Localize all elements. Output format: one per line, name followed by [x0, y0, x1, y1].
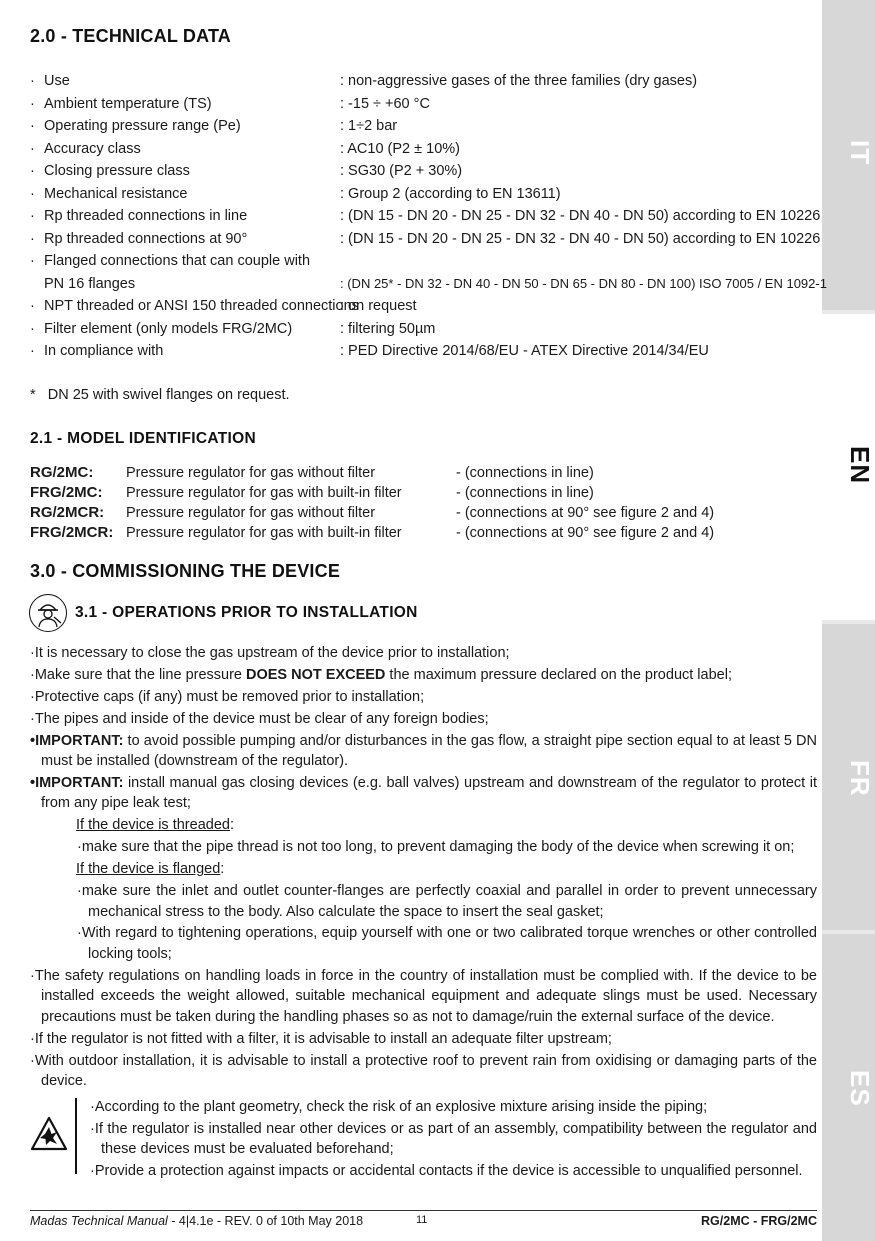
flanged-item: ·make sure the inlet and outlet counter-flanges are perfectly coaxial and parallel in order to prevent unnecessary mechanical stress to the body. Also calculate the space to insert the seal gasket;: [77, 883, 817, 920]
section-title-technical-data: 2.0 - TECHNICAL DATA: [30, 26, 232, 46]
instruction-item: ·The safety regulations on handling loads in force in the country of installation must be complied with. If the device to be installed exceeds the weight allowed, suitable mechanical equipment and adequate slings must be used. Necessary precautions must be taken during the handling phases so as not to damage/ruin the external surface of the device.: [30, 967, 817, 1025]
page-number: 11: [416, 1214, 428, 1226]
important-note: •IMPORTANT: install manual gas closing devices (e.g. ball valves) upstream and downstream of the regulator to protect it from any pipe leak test;: [30, 774, 817, 812]
spec-row: · Rp threaded connections in line : (DN 15 - DN 20 - DN 25 - DN 32 - DN 40 - DN 50) according to EN 10226: [30, 208, 821, 224]
important-note: •IMPORTANT: to avoid possible pumping and/or disturbances in the gas flow, a straight pipe section equal to at least 5 DN must be installed (downstream of the regulator).: [30, 732, 817, 770]
tab-fr-label: FR: [845, 760, 875, 797]
tab-es-label: ES: [845, 1070, 875, 1107]
spec-row: · NPT threaded or ANSI 150 threaded connections : on request: [30, 298, 417, 314]
section-title-model-identification: 2.1 - MODEL IDENTIFICATION: [30, 430, 256, 447]
installer-worker-icon: [29, 594, 67, 632]
flanged-item: ·With regard to tightening operations, equip yourself with one or two calibrated torque wrenches or other controlled locking tools;: [77, 925, 817, 962]
spec-row: · Flanged connections that can couple with PN 16 flanges : (DN 25* - DN 32 - DN 40 - DN 50 - DN 65 - DN 80 - DN 100) ISO 7005 / EN 1092-1: [30, 253, 827, 292]
explosion-warning-icon: [30, 1116, 68, 1152]
manual-page: IT EN FR ES 2.0 - TECHNICAL DATA · Use : non-aggressive gases of the three families (dry gases) · Ambient temperature (TS) : -15 ÷ +60 °C · Operating pressure range (Pe) : 1÷2 bar · Accuracy class : AC10 (P2 ± 10%) · Closing pressure class : SG30 (P2 + 30%) · Mechanical resistance : Group 2 (according to EN 13611) · Rp threaded connections in line : (DN 15 - DN 20 - DN 25 - DN 32 - DN 40 - DN 50) according to EN 10226 · Rp threaded connections at 90° : (DN 15 - DN 20 - DN 25 - DN 32 - DN 40 - DN 50) according to EN 10226 · Flanged connections that can couple with PN 16 flanges : (DN 25* - DN 32 - DN 40 - DN 50 - DN 65 - DN 80 - DN 100) ISO 7005 / EN 1092-1 · NPT threaded or ANSI 150 threaded connections : on request · Filter element (only models FRG/2MC) : filtering 50µm · In compliance with : PED Directive 2014/68/EU - ATEX Directive 2014/34/EU * DN 25 with swivel flanges on request. 2.1 - MODEL IDENTIFICATION RG/2MC: Pressure regulator for gas without filter - (connections in line) FRG/2MC: Pressure regulator for gas with built-in filter - (connections in line) RG/2MCR: Pressure regulator for gas without filter - (connections at 90° see figure 2 and 4) FRG/2MCR: Pressure regulator for gas with built-in filter - (connections at 90° see figure 2 and 4) 3.0 - COMMISSIONING THE DEVICE 3.1 - OPERATIONS PRIOR TO INSTALLATION ·It is necessary to close the gas upstream of the device prior to installation; ·Make sure that the line pressure DOES NOT EXCEED the maximum pressure declared on the product label; ·Protective caps (if any) must be removed prior to installation; ·The pipes and inside of the device must be clear of any foreign bodies; •IMPORTANT: to avoid possible pumping and/or disturbances in the gas flow, a straight pipe section equal to at least 5 DN must be installed (downstream of the regulator). •IMPORTANT: install manual gas closing devices (e.g. ball valves) upstream and downstream of the regulator to protect it from any pipe leak test; If the device is threaded: ·make sure that the pipe thread is not too long, to prevent damaging the body of the device when screwing it on; If the device is flanged: ·make sure the inlet and outlet counter-flanges are perfectly coaxial and parallel in order to prevent unnecessary mechanical stress to the body. Also calculate the space to insert the seal gasket; ·With regard to tightening operations, equip yourself with one or two calibrated torque wrenches or other controlled locking tools; ·The safety regulations on handling loads in force in the country of installation must be complied with. If the device to be installed exceeds the weight allowed, suitable mechanical equipment and adequate slings must be used. Necessary precautions must be taken during the handling phases so as not to damage/ruin the external surface of the device. ·If the regulator is not fitted with a filter, it is advisable to install an adequate filter upstream; ·With outdoor installation, it is advisable to install a protective roof to prevent rain from oxidising or damaging parts of the device. ·According to the plant geometry, check the risk of an explosive mixture arising inside the piping; ·If the regulator is installed near other devices or as part of an assembly, compatibility between the regulator and these devices must be evaluated beforehand; ·Provide a protection against impacts or accidental contacts if the device is accessible to unqualified personnel. Madas Technical Manual - 4|4.1e - REV. 0 of 10th May 2018 11 RG/2MC - FRG/2MC: [0, 0, 875, 1241]
subsection-title-prior-installation: 3.1 - OPERATIONS PRIOR TO INSTALLATION: [75, 604, 418, 621]
instruction-item: ·If the regulator is not fitted with a filter, it is advisable to install an adequate filter upstream;: [30, 1030, 612, 1047]
spec-row: · Closing pressure class : SG30 (P2 + 30%): [30, 163, 463, 179]
instruction-item: ·It is necessary to close the gas upstream of the device prior to installation;: [30, 645, 510, 661]
footer-manual-info: Madas Technical Manual - 4|4.1e - REV. 0 of 10th May 2018: [30, 1214, 364, 1228]
installation-instructions: [30, 643, 817, 1093]
tab-en-label: EN: [845, 446, 875, 485]
technical-specs-list: [30, 70, 830, 363]
instruction-item: ·With outdoor installation, it is advisable to install a protective roof to prevent rain from oxidising or damaging parts of the device.: [30, 1052, 817, 1090]
warning-list: [90, 1097, 817, 1183]
warning-item: ·According to the plant geometry, check the risk of an explosive mixture arising inside the piping;: [90, 1099, 708, 1115]
instruction-item: ·The pipes and inside of the device must be clear of any foreign bodies;: [30, 710, 489, 727]
threaded-heading: If the device is threaded:: [76, 817, 234, 834]
footer-model-name: RG/2MC - FRG/2MC: [701, 1214, 817, 1228]
spec-row: · Rp threaded connections at 90° : (DN 15 - DN 20 - DN 25 - DN 32 - DN 40 - DN 50) according to EN 10226: [30, 230, 821, 247]
warning-item: ·If the regulator is installed near other devices or as part of an assembly, compatibility between the regulator and these devices must be evaluated beforehand;: [90, 1120, 817, 1158]
tab-it-label: IT: [845, 140, 875, 166]
warning-item: ·Provide a protection against impacts or accidental contacts if the device is accessible to unqualified personnel.: [90, 1163, 803, 1180]
footer-rule: [30, 1210, 817, 1211]
spec-row: · Accuracy class : AC10 (P2 ± 10%): [30, 140, 460, 157]
spec-row: · In compliance with : PED Directive 2014/68/EU - ATEX Directive 2014/34/EU: [30, 343, 709, 359]
spec-row: · Use : non-aggressive gases of the three families (dry gases): [30, 73, 698, 89]
spec-row: · Filter element (only models FRG/2MC) : filtering 50µm: [30, 320, 436, 337]
section-title-commissioning: 3.0 - COMMISSIONING THE DEVICE: [30, 561, 341, 581]
instruction-item: ·Make sure that the line pressure DOES NOT EXCEED the maximum pressure declared on the product label;: [30, 666, 732, 683]
flange-footnote: * DN 25 with swivel flanges on request.: [30, 387, 290, 403]
flanged-heading: If the device is flanged:: [76, 861, 225, 878]
spec-row: · Operating pressure range (Pe) : 1÷2 bar: [30, 118, 398, 134]
spec-row: · Ambient temperature (TS) : -15 ÷ +60 °C: [30, 95, 430, 112]
warning-divider: [75, 1098, 77, 1174]
spec-row: · Mechanical resistance : Group 2 (according to EN 13611): [30, 185, 561, 202]
threaded-item: ·make sure that the pipe thread is not too long, to prevent damaging the body of the device when screwing it on;: [77, 839, 795, 856]
instruction-item: ·Protective caps (if any) must be removed prior to installation;: [30, 688, 425, 705]
